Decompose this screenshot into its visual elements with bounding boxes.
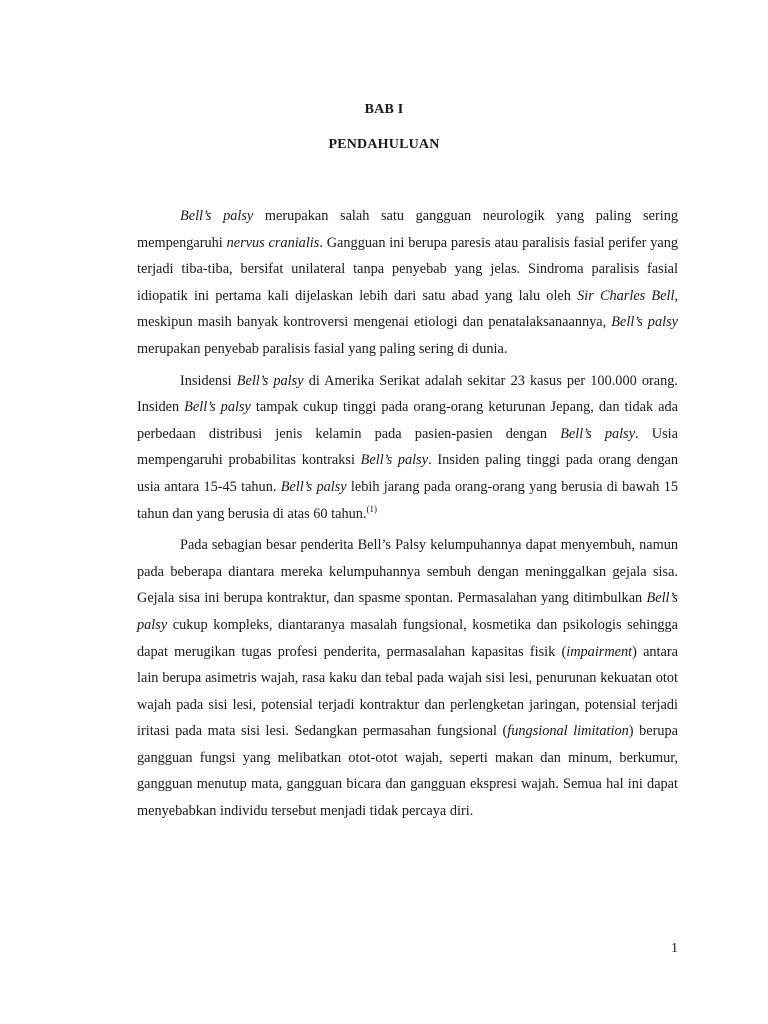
text-run: merupakan penyebab paralisis fasial yang paling sering di dunia.: [137, 340, 508, 357]
text-run: di Amerika Serikat adalah sekitar 23 kasus per 100.000 orang. Insiden: [137, 372, 678, 416]
paragraph-1: [137, 203, 678, 363]
page-number: 1: [671, 941, 678, 956]
italic-term: nervus cranialis: [226, 234, 320, 251]
text-run: ) antara lain berupa asimetris wajah, rasa kaku dan tebal pada wajah sisi lesi, penurunan kekuatan otot wajah pada sisi lesi, potensial terjadi kontraktur dan perlengketan jaringan, potensial terjadi iritasi pada mata sisi lesi. Sedangkan permasahan fungsional (: [137, 643, 678, 740]
italic-term: Bell’s palsy: [280, 478, 347, 495]
text-run: cukup kompleks, diantaranya masalah fungsional, kosmetika dan psikologis sehingga dapat merugikan tugas profesi penderita, permasalahan kapasitas fisik (: [137, 616, 678, 660]
chapter-body: [137, 203, 678, 825]
chapter-title: PENDAHULUAN: [328, 137, 440, 152]
text-run: ) berupa gangguan fungsi yang melibatkan otot-otot wajah, seperti makan dan minum, berkumur, gangguan menutup mata, gangguan bicara dan gangguan ekspresi wajah. Semua hal ini dapat menyebabkan individu tersebut menjadi tidak percaya diri.: [137, 723, 678, 820]
italic-term: Bell’s palsy: [180, 208, 254, 224]
italic-term: Bell’s palsy: [184, 399, 251, 416]
italic-term: Bell’s palsy: [236, 372, 304, 389]
text-run: Pada sebagian besar penderita Bell’s Palsy kelumpuhannya dapat menyembuh, namun pada beberapa diantara mereka kelumpuhannya sembuh dengan meninggalkan gejala sisa. Gejala sisa ini berupa kontraktur, dan spasme spontan. Permasalahan yang ditimbulkan: [137, 537, 678, 607]
italic-term: Bell’s palsy: [611, 314, 678, 331]
italic-term: impairment: [566, 643, 633, 660]
text-run: tampak cukup tinggi pada orang-orang keturunan Jepang, dan tidak ada perbedaan distribusi jenis kelamin pada pasien-pasien dengan: [137, 399, 678, 442]
paragraph-2: [137, 368, 678, 528]
text-run: lebih jarang pada orang-orang yang berusia di bawah 15 tahun dan yang berusia di atas 60 tahun.: [137, 478, 678, 522]
text-run: merupakan salah satu gangguan neurologik yang paling sering mempengaruhi: [137, 208, 678, 251]
italic-term: Bell’s palsy: [137, 590, 678, 633]
italic-term: Bell’s palsy: [360, 452, 429, 469]
text-run: Insidensi: [180, 372, 237, 389]
italic-term: fungsional limitation: [507, 723, 629, 740]
text-run: . Gangguan ini berupa paresis atau paralisis fasial perifer yang terjadi tiba-tiba, bersifat unilateral tanpa penyebab yang jelas. Sindroma paralisis fasial idiopatik ini pertama kali dijelaskan lebih dari satu abad yang lalu oleh: [137, 234, 678, 304]
text-run: . Insiden paling tinggi pada orang dengan usia antara 15-45 tahun.: [137, 452, 679, 495]
paragraph-3: [137, 532, 678, 825]
italic-term: Bell’s palsy: [560, 425, 636, 442]
chapter-label: BAB I: [364, 102, 404, 117]
citation-marker: (1): [366, 503, 377, 514]
italic-term: Sir Charles Bell: [577, 287, 675, 304]
text-run: . Usia mempengaruhi probabilitas kontraksi: [137, 425, 678, 469]
text-run: , meskipun masih banyak kontroversi mengenai etiologi dan penatalaksanaannya,: [137, 287, 678, 331]
